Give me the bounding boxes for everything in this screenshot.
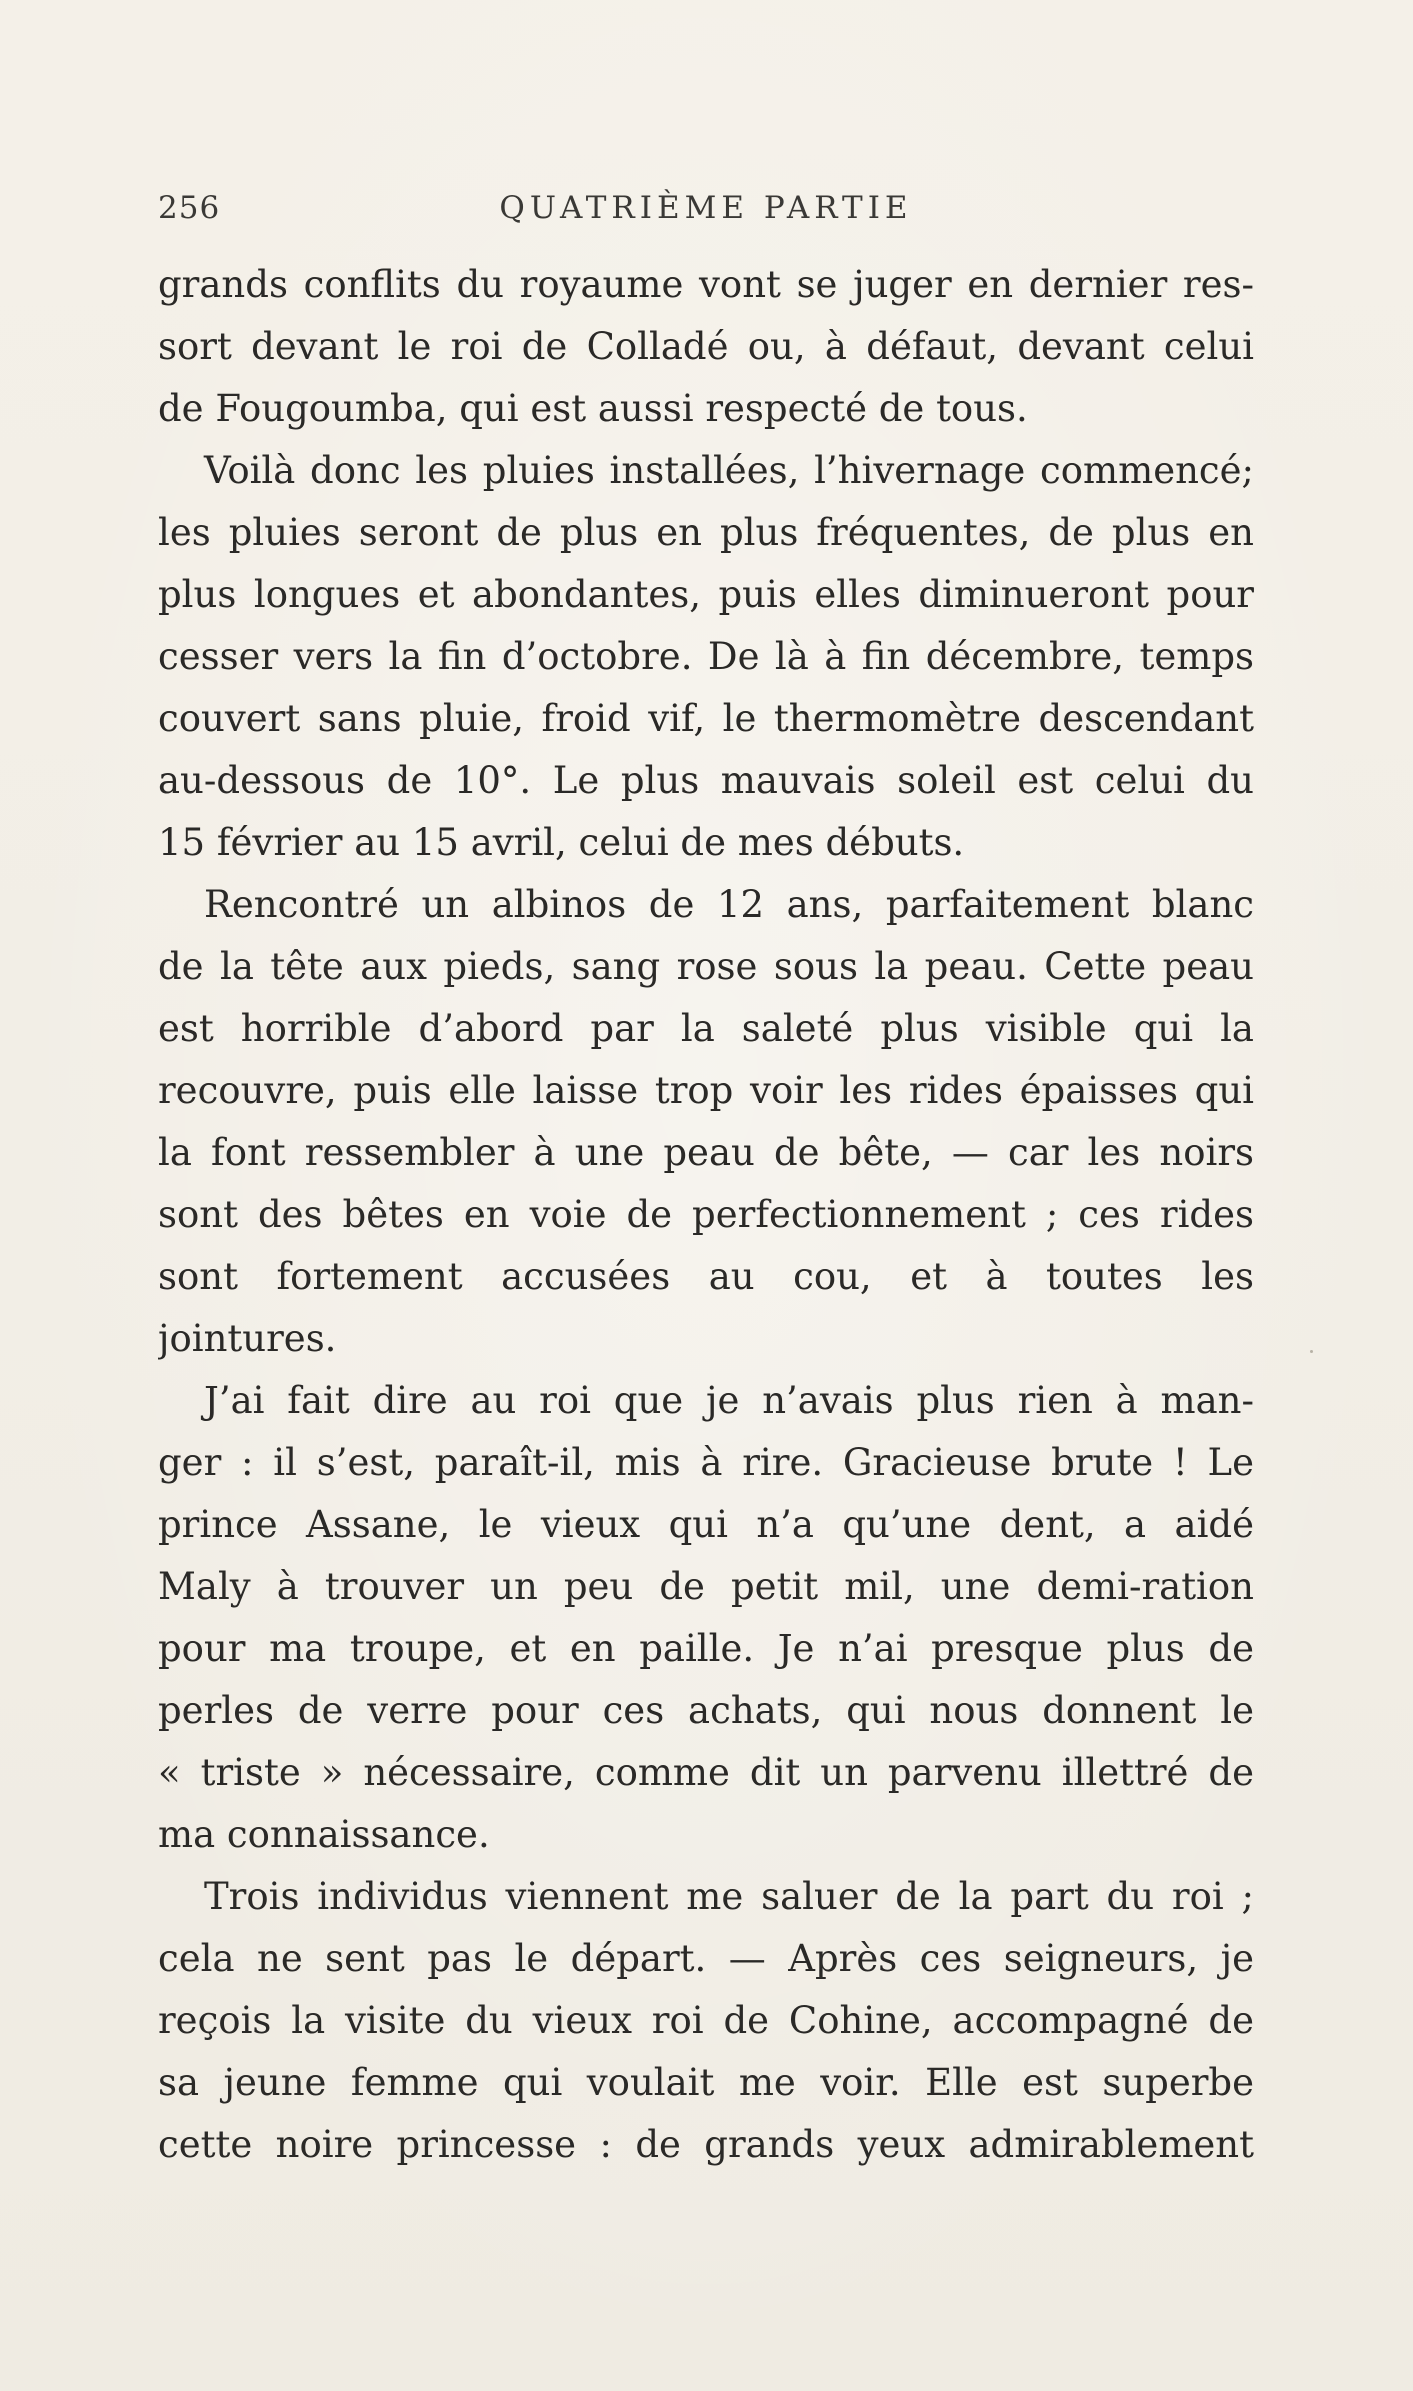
text-line: cette noire princesse : de grands yeux admirablement (158, 2123, 1254, 2166)
text-line: de Fougoumba, qui est aussi respecté de tous. (158, 387, 1028, 430)
text-line: Voilà donc les pluies installées, l’hivernage commencé; (204, 449, 1254, 492)
text-line: sont des bêtes en voie de perfectionnement ; ces rides (158, 1193, 1254, 1236)
text-line: cela ne sent pas le départ. — Après ces seigneurs, je (158, 1937, 1254, 1980)
text-line: « triste » nécessaire, comme dit un parvenu illettré de (158, 1751, 1254, 1794)
text-line: plus longues et abondantes, puis elles diminueront pour (158, 573, 1254, 616)
text-line: ma connaissance. (158, 1813, 490, 1856)
body-text (158, 254, 1254, 2176)
text-line: sont fortement accusées au cou, et à toutes les (158, 1255, 1254, 1298)
text-line: prince Assane, le vieux qui n’a qu’une dent, a aidé (158, 1503, 1254, 1546)
text-line: Trois individus viennent me saluer de la part du roi ; (204, 1875, 1254, 1918)
text-line: ger : il s’est, paraît-il, mis à rire. Gracieuse brute ! Le (158, 1441, 1254, 1484)
text-line: perles de verre pour ces achats, qui nous donnent le (158, 1689, 1254, 1732)
text-line: les pluies seront de plus en plus fréquentes, de plus en (158, 511, 1254, 554)
text-line: grands conflits du royaume vont se juger en dernier res- (158, 263, 1254, 306)
text-line: sa jeune femme qui voulait me voir. Elle est superbe (158, 2061, 1254, 2104)
text-line: sort devant le roi de Colladé ou, à défaut, devant celui (158, 325, 1254, 368)
page-header (158, 190, 1254, 234)
text-line: jointures. (158, 1317, 337, 1360)
text-line: Maly à trouver un peu de petit mil, une demi-ration (158, 1565, 1254, 1608)
text-line: la font ressembler à une peau de bête, — car les noirs (158, 1131, 1254, 1174)
text-line: de la tête aux pieds, sang rose sous la peau. Cette peau (158, 945, 1254, 988)
text-line: pour ma troupe, et en paille. Je n’ai presque plus de (158, 1627, 1254, 1670)
text-line: J’ai fait dire au roi que je n’avais plus rien à man- (204, 1379, 1254, 1422)
text-line: cesser vers la fin d’octobre. De là à fin décembre, temps (158, 635, 1254, 678)
text-line: Rencontré un albinos de 12 ans, parfaitement blanc (204, 883, 1254, 926)
text-line: est horrible d’abord par la saleté plus visible qui la (158, 1007, 1254, 1050)
text-line: reçois la visite du vieux roi de Cohine, accompagné de (158, 1999, 1254, 2042)
page-number: 256 (158, 190, 221, 226)
text-line: 15 février au 15 avril, celui de mes débuts. (158, 821, 965, 864)
paper-speck (1310, 1350, 1313, 1353)
text-line: recouvre, puis elle laisse trop voir les rides épaisses qui (158, 1069, 1254, 1112)
text-line: au-dessous de 10°. Le plus mauvais soleil est celui du (158, 759, 1254, 802)
text-line: couvert sans pluie, froid vif, le thermomètre descendant (158, 697, 1254, 740)
running-head: QUATRIÈME PARTIE (499, 190, 913, 226)
